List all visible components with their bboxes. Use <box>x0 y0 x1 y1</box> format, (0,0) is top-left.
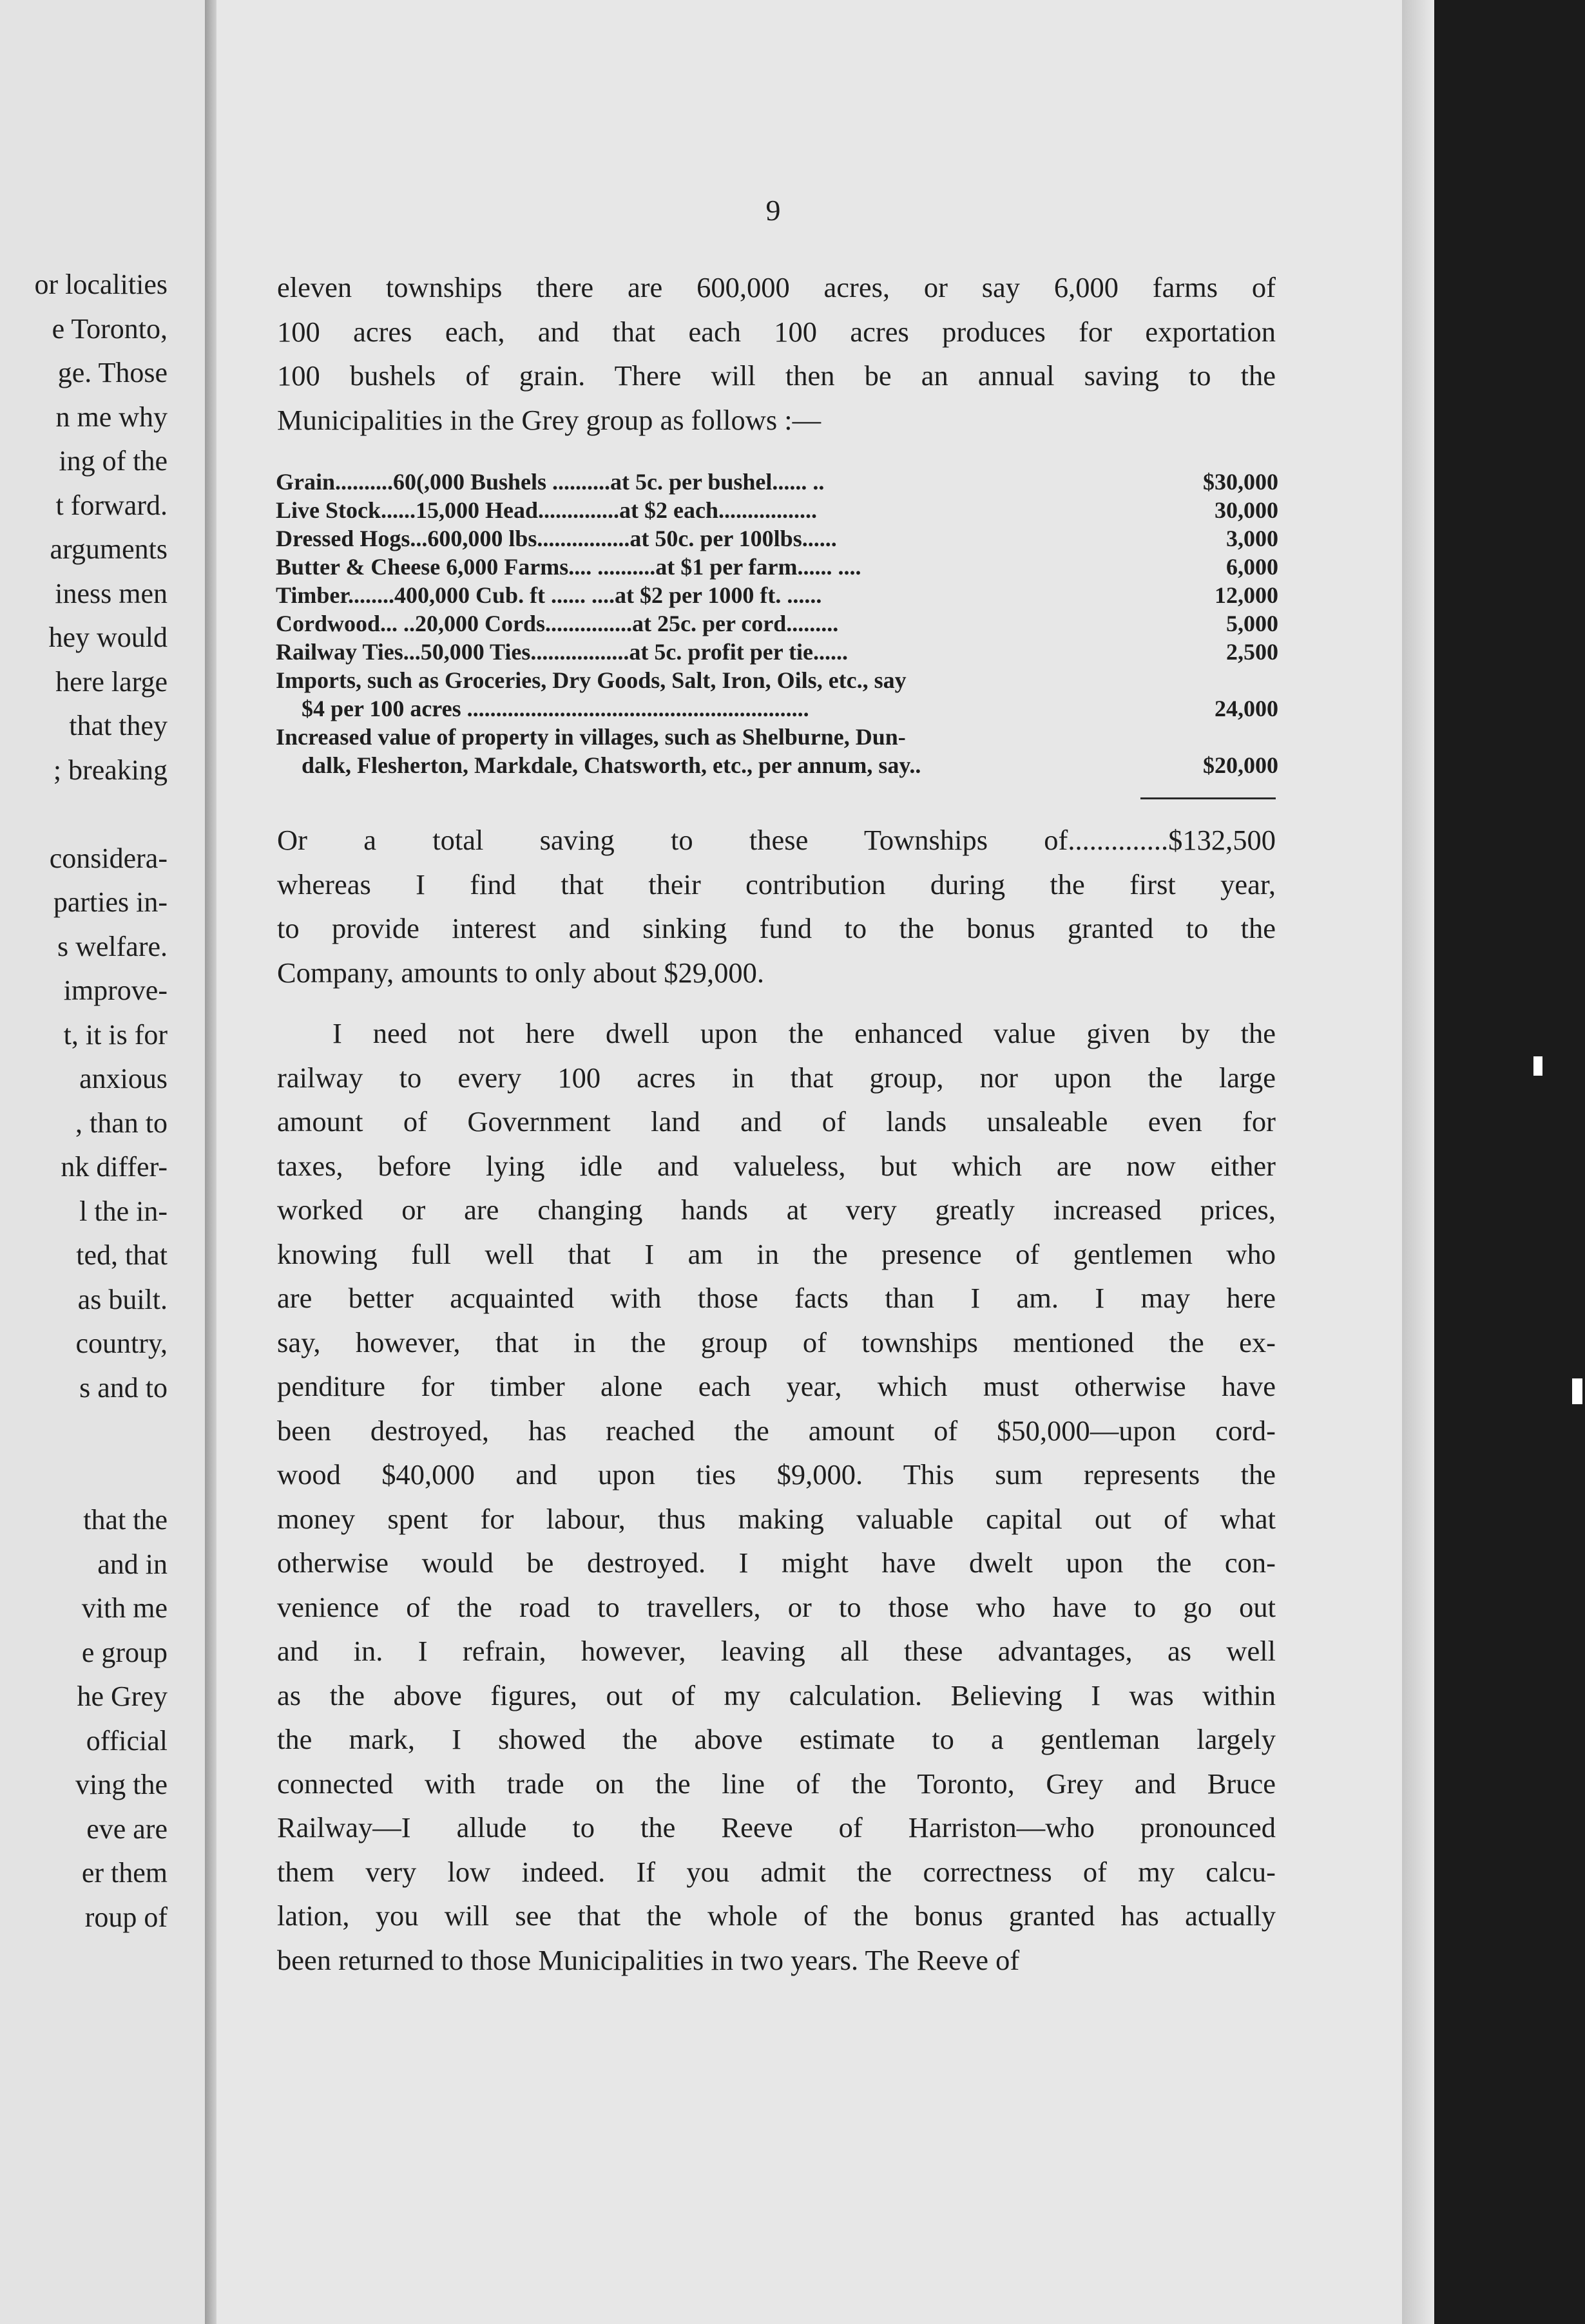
text-line: them very low indeed. If you admit the correctness of my calcu- <box>277 1855 1276 1888</box>
text-line: 100 acres each, and that each 100 acres produces for exportation <box>277 315 1276 348</box>
facing-page-line: ge. Those <box>57 357 168 388</box>
facing-page-line: s welfare. <box>57 930 168 962</box>
text-line: been destroyed, has reached the amount of $50,000—upon cord- <box>277 1414 1276 1447</box>
facing-page-line: iness men <box>55 577 168 609</box>
text-line: eleven townships there are 600,000 acres, or say 6,000 farms of <box>277 271 1276 303</box>
table-item-amount: 6,000 <box>1226 554 1278 580</box>
table-item-amount: 24,000 <box>1215 696 1278 721</box>
table-row <box>276 694 1278 723</box>
table-row <box>276 581 1278 609</box>
text-line: knowing full well that I am in the presence of gentlemen who <box>277 1237 1276 1270</box>
table-row <box>276 609 1278 638</box>
facing-page-line: hey would <box>48 622 168 653</box>
table-item-description: dalk, Flesherton, Markdale, Chatsworth, etc., per annum, say.. <box>302 752 921 778</box>
text-line: Company, amounts to only about $29,000. <box>277 956 765 989</box>
text-line: connected with trade on the line of the Toronto, Grey and Bruce <box>277 1767 1276 1800</box>
text-line: taxes, before lying idle and valueless, but which are now either <box>277 1149 1276 1182</box>
facing-page-line <box>0 792 168 837</box>
page-edge <box>1402 0 1434 2324</box>
facing-page-line: vith me <box>81 1592 168 1624</box>
text-line: whereas I find that their contribution during the first year, <box>277 868 1276 900</box>
table-item-description: Timber........400,000 Cub. ft ...... ....at $2 per 1000 ft. ...... <box>276 582 822 608</box>
table-item-description: $4 per 100 acres ........................................................... <box>302 696 809 721</box>
table-row <box>276 468 1278 496</box>
facing-page-line: ; breaking <box>53 754 168 786</box>
facing-page-line: country, <box>75 1328 168 1359</box>
facing-page-line: as built. <box>77 1283 168 1315</box>
table-item-amount <box>1169 723 1278 751</box>
table-item-amount: $30,000 <box>1203 469 1278 495</box>
table-item-amount: 30,000 <box>1215 497 1278 523</box>
text-line: railway to every 100 acres in that group, nor upon the large <box>277 1061 1276 1094</box>
opening-paragraph <box>277 265 1276 442</box>
facing-page-line: l the in- <box>79 1195 168 1227</box>
facing-page <box>0 0 205 2324</box>
facing-page-line: arguments <box>50 533 168 565</box>
facing-page-line: he Grey <box>77 1681 168 1712</box>
table-item-description: Butter & Cheese 6,000 Farms.... ..........at $1 per farm...... .... <box>276 554 861 580</box>
facing-page-line: anxious <box>79 1063 168 1094</box>
facing-page-line: ing of the <box>59 445 168 477</box>
facing-page-line: that they <box>69 710 168 741</box>
facing-page-line: , than to <box>75 1107 168 1139</box>
text-line: worked or are changing hands at very greatly increased prices, <box>277 1194 1276 1226</box>
table-item-amount: 2,500 <box>1226 639 1278 665</box>
text-line: I need not here dwell upon the enhanced value given by the <box>332 1017 1276 1049</box>
facing-page-text <box>0 263 168 1939</box>
facing-page-line: roup of <box>84 1901 168 1933</box>
text-line: as the above figures, out of my calculation. Believing I was within <box>277 1679 1276 1711</box>
text-line: lation, you will see that the whole of the bonus granted has actually <box>277 1900 1276 1932</box>
facing-page-line <box>0 1410 168 1454</box>
table-item-amount: 5,000 <box>1226 611 1278 636</box>
text-line: Railway—I allude to the Reeve of Harriston—who pronounced <box>277 1811 1276 1843</box>
table-row <box>276 496 1278 524</box>
text-line: amount of Government land and of lands unsaleable even for <box>277 1105 1276 1138</box>
table-row <box>276 553 1278 581</box>
facing-page-line: nk differ- <box>61 1151 168 1183</box>
text-line: been returned to those Municipalities in two years. The Reeve of <box>277 1943 1020 1976</box>
table-item-description: Live Stock......15,000 Head..............at $2 each................. <box>276 497 817 523</box>
facing-page-line: ted, that <box>76 1239 168 1271</box>
table-row <box>276 723 1278 751</box>
facing-page-line: er them <box>81 1857 168 1889</box>
text-line: and in. I refrain, however, leaving all these advantages, as well <box>277 1635 1276 1667</box>
facing-page-line: official <box>86 1724 168 1757</box>
table-item-amount: 3,000 <box>1226 526 1278 551</box>
text-line: money spent for labour, thus making valuable capital out of what <box>277 1502 1276 1535</box>
facing-page-line: ving the <box>75 1769 168 1800</box>
scan-artifact <box>1572 1378 1582 1404</box>
scan-artifact <box>1533 1056 1542 1076</box>
text-line: venience of the road to travellers, or to those who have to go out <box>277 1590 1276 1623</box>
text-line: say, however, that in the group of townships mentioned the ex- <box>277 1326 1276 1358</box>
table-item-description: Dressed Hogs...600,000 lbs................at 50c. per 100lbs...... <box>276 526 837 551</box>
table-row <box>276 524 1278 553</box>
savings-table <box>276 468 1278 779</box>
table-row <box>276 666 1278 694</box>
text-line: Municipalities in the Grey group as follows :— <box>277 403 821 436</box>
table-item-amount: $20,000 <box>1203 752 1278 778</box>
table-item-amount: 12,000 <box>1215 582 1278 608</box>
facing-page-line <box>0 1454 168 1499</box>
table-item-amount <box>1169 666 1278 694</box>
text-line: are better acquainted with those facts than I am. I may here <box>277 1282 1276 1314</box>
facing-page-line: that the <box>83 1504 168 1536</box>
main-paragraph <box>277 1011 1276 1982</box>
facing-page-line: eve are <box>86 1813 168 1845</box>
facing-page-line: e Toronto, <box>52 312 168 345</box>
book-gutter <box>205 0 216 2324</box>
table-item-description: Grain..........60(,000 Bushels ..........at 5c. per bushel...... .. <box>276 469 825 495</box>
facing-page-line: s and to <box>79 1371 168 1404</box>
facing-page-line: e group <box>81 1636 168 1668</box>
facing-page-line: here large <box>55 665 168 698</box>
text-line: Or a total saving to these Townships of..............$132,500 <box>277 824 1276 856</box>
table-item-description: Railway Ties...50,000 Ties.................at 5c. profit per tie...... <box>276 639 848 665</box>
table-row <box>276 638 1278 666</box>
text-line: otherwise would be destroyed. I might have dwelt upon the con- <box>277 1547 1276 1579</box>
table-row <box>276 751 1278 779</box>
facing-page-line: parties in- <box>53 886 168 918</box>
facing-page-line: or localities <box>34 269 168 300</box>
facing-page-line: improve- <box>63 975 168 1006</box>
page-number: 9 <box>765 194 781 227</box>
facing-page-line: considera- <box>49 842 168 874</box>
facing-page-line: n me why <box>55 401 168 433</box>
text-line: wood $40,000 and upon ties $9,000. This sum represents the <box>277 1458 1276 1491</box>
facing-page-line: t forward. <box>55 489 168 521</box>
facing-page-line: and in <box>97 1548 168 1580</box>
text-line: 100 bushels of grain. There will then be an annual saving to the <box>277 359 1276 392</box>
total-rule <box>1140 797 1276 799</box>
text-line: the mark, I showed the above estimate to a gentleman largely <box>277 1723 1276 1755</box>
total-paragraph <box>277 818 1276 995</box>
facing-page-line: t, it is for <box>63 1018 168 1051</box>
table-item-description: Increased value of property in villages, such as Shelburne, Dun- <box>276 724 906 750</box>
text-line: to provide interest and sinking fund to the bonus granted to the <box>277 912 1276 944</box>
table-item-description: Cordwood... ..20,000 Cords...............at 25c. per cord......... <box>276 611 839 636</box>
text-line: penditure for timber alone each year, which must otherwise have <box>277 1370 1276 1402</box>
table-item-description: Imports, such as Groceries, Dry Goods, Salt, Iron, Oils, etc., say <box>276 667 907 693</box>
